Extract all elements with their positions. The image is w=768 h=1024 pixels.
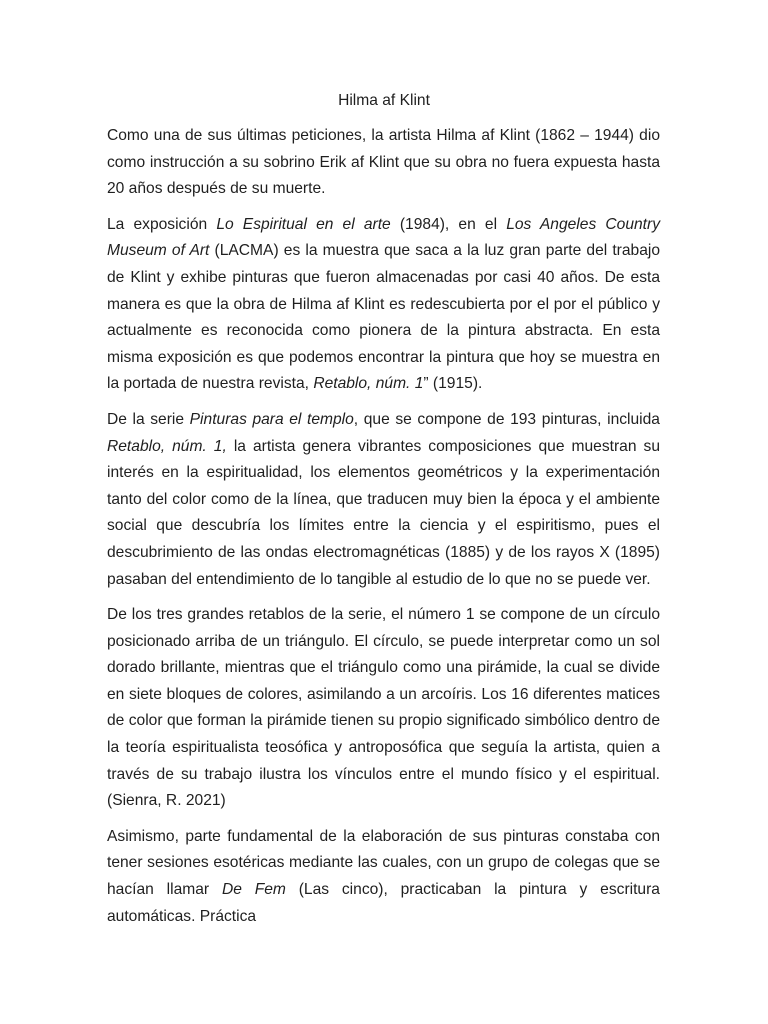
text-run: la artista genera vibrantes composiciones que muestran su interés en la espiritualidad, los elementos geométricos y la experimentación tanto del color como de la línea, que traducen muy bien la época y el ambiente social que descubría los límites entre la ciencia y el espiritismo, pues el descubrimiento de las ondas electromagnéticas (1885) y de los rayos X (1895) pasaban del entendimiento de lo tangible al estudio de lo que no se puede ver. bbox=[107, 437, 660, 588]
italic-run: Los Angeles Country Museum of Art bbox=[107, 215, 660, 260]
text-run: (LACMA) es la muestra que saca a la luz gran parte del trabajo de Klint y exhibe pinturas que fueron almacenadas por casi 40 años. De esta manera es que la obra de Hilma af Klint es redescubierta por el por el público y actualmente es reconocida como pionera de la pintura abstracta. En esta misma exposición es que podemos encontrar la pintura que hoy se muestra en la portada de nuestra revista, bbox=[107, 242, 661, 393]
italic-run: Retablo, núm. 1, bbox=[107, 437, 227, 455]
text-run: (1984), en el bbox=[390, 215, 507, 233]
italic-run: De Fem bbox=[221, 881, 286, 899]
paragraph-3 bbox=[107, 407, 660, 593]
text-run: ” (1915). bbox=[423, 375, 483, 393]
paragraph-2 bbox=[107, 212, 660, 398]
paragraph-4: De los tres grandes retablos de la serie, el número 1 se compone de un círculo posicionado arriba de un triángulo. El círculo, se puede interpretar como un sol dorado brillante, mientras que el triángulo como una pirámide, la cual se divide en siete bloques de colores, asimilando a un arcoíris. Los 16 diferentes matices de color que forman la pirámide tienen su propio significado simbólico dentro de la teoría espiritualista teosófica y antroposófica que seguía la artista, quien a través de su trabajo ilustra los vínculos entre el mundo físico y el espiritual. (Sienra, R. 2021) bbox=[107, 606, 660, 810]
italic-run: Pinturas para el templo bbox=[189, 410, 354, 428]
document-body bbox=[107, 123, 660, 939]
paragraph-1: Como una de sus últimas peticiones, la artista Hilma af Klint (1862 – 1944) dio como instrucción a su sobrino Erik af Klint que su obra no fuera expuesta hasta 20 años después de su muerte. bbox=[107, 127, 660, 198]
italic-run: Lo Espiritual en el arte bbox=[216, 215, 391, 233]
paragraph-5 bbox=[107, 824, 660, 930]
text-run: (Las cinco), practicaban la pintura y escritura automáticas. Práctica bbox=[107, 881, 660, 925]
text-run: Asimismo, parte fundamental de la elaboración de sus pinturas constaba con tener sesiones esotéricas mediante las cuales, con un grupo de colegas que se hacían llamar bbox=[107, 827, 660, 899]
text-run: De la serie bbox=[107, 410, 190, 428]
text-run: La exposición bbox=[107, 215, 217, 233]
italic-run: Retablo, núm. 1 bbox=[313, 375, 424, 393]
text-run: , que se compone de 193 pinturas, incluida bbox=[353, 410, 660, 428]
document-title: Hilma af Klint bbox=[338, 92, 430, 109]
